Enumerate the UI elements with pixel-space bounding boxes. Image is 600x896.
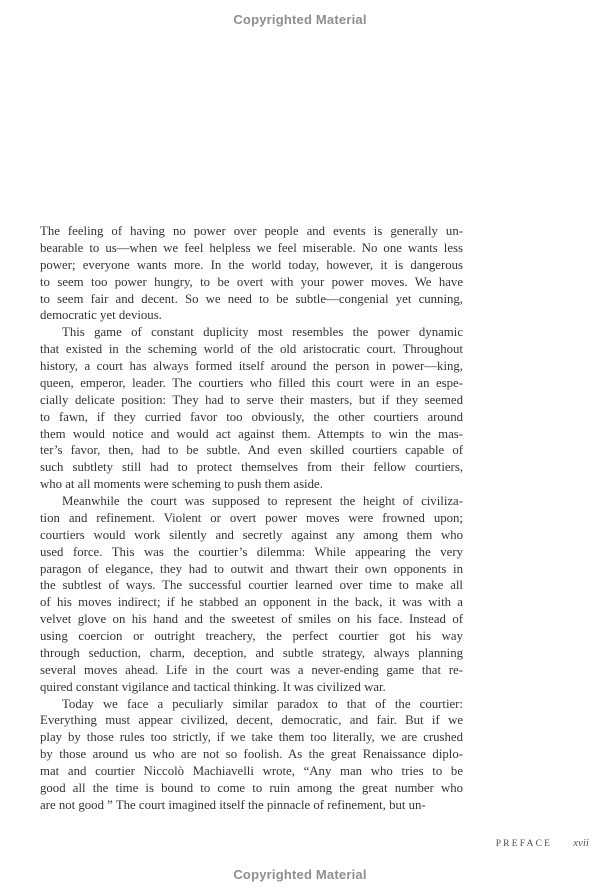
text-line: several moves ahead. Life in the court was a never-ending game that re- bbox=[40, 662, 463, 677]
text-line: velvet glove on his hand and the sweetest of smiles on his face. Instead of bbox=[40, 612, 463, 627]
text-line: paragon of elegance, they had to outwit and thwart their own opponents in bbox=[40, 561, 463, 576]
text-line: to seem too power hungry, to be overt with your power moves. We have bbox=[40, 274, 463, 289]
text-line: good all the time is bound to come to ruin among the great number who bbox=[40, 780, 463, 795]
copyright-notice-top: Copyrighted Material bbox=[233, 12, 367, 27]
paragraph bbox=[40, 696, 463, 814]
text-line: Today we face a peculiarly similar paradox to that of the courtier: bbox=[62, 696, 463, 711]
text-line: queen, emperor, leader. The courtiers who filled this court were in an espe- bbox=[40, 375, 463, 390]
text-line: are not good ” The court imagined itself the pinnacle of refinement, but un- bbox=[40, 797, 426, 812]
paragraph bbox=[40, 223, 463, 324]
text-line: Everything must appear civilized, decent, democratic, and fair. But if we bbox=[40, 713, 463, 728]
running-footer bbox=[496, 837, 589, 849]
text-line: This game of constant duplicity most resembles the power dynamic bbox=[62, 325, 463, 340]
text-line: courtiers would work silently and secretly against any among them who bbox=[40, 527, 463, 542]
text-line: cially delicate position: They had to serve their masters, but if they seemed bbox=[40, 392, 463, 407]
text-line: ter’s favor, then, had to be subtle. And even skilled courtiers capable of bbox=[40, 443, 463, 458]
text-line: democratic yet devious. bbox=[40, 308, 162, 323]
text-line: them would notice and would act against them. Attempts to win the mas- bbox=[40, 426, 463, 441]
text-line: history, a court has always formed itself around the person in power—king, bbox=[40, 359, 463, 373]
body-text bbox=[40, 223, 463, 814]
paragraph bbox=[40, 324, 463, 493]
copyright-notice-bottom: Copyrighted Material bbox=[233, 867, 367, 882]
text-line: to fawn, if they curried favor too obviously, the other courtiers around bbox=[40, 409, 463, 424]
text-line: such subtlety still had to protect themselves from their fellow courtiers, bbox=[40, 460, 463, 475]
text-line: Meanwhile the court was supposed to represent the height of civiliza- bbox=[62, 494, 463, 508]
text-line: to seem fair and decent. So we need to be subtle—congenial yet cunning, bbox=[40, 291, 463, 306]
text-line: that existed in the scheming world of the old aristocratic court. Throughout bbox=[40, 342, 463, 357]
text-line: by those around us who are not so foolish. As the great Renaissance diplo- bbox=[40, 747, 463, 762]
text-line: mat and courtier Niccolò Machiavelli wrote, “Any man who tries to be bbox=[40, 764, 463, 778]
text-line: power; everyone wants more. In the world today, however, it is dangerous bbox=[40, 257, 463, 272]
paragraph bbox=[40, 493, 463, 696]
text-line: who at all moments were scheming to push them aside. bbox=[40, 477, 323, 492]
text-line: through seduction, charm, deception, and subtle strategy, always planning bbox=[40, 645, 463, 660]
text-line: using coercion or outright treachery, the perfect courtier got his way bbox=[40, 629, 463, 643]
text-line: bearable to us—when we feel helpless we feel miserable. No one wants less bbox=[40, 240, 463, 255]
text-line: play by those rules too strictly, if we take them too literally, we are crushed bbox=[40, 730, 463, 745]
text-line: The feeling of having no power over people and events is generally un- bbox=[40, 224, 463, 238]
text-line: the subtlest of ways. The successful courtier learned over time to make all bbox=[40, 578, 463, 593]
text-line: used force. This was the courtier’s dilemma: While appearing the very bbox=[40, 544, 463, 559]
text-line: tion and refinement. Violent or overt power moves were frowned upon; bbox=[40, 510, 463, 525]
footer-page-number: xvii bbox=[573, 837, 589, 849]
text-line: quired constant vigilance and tactical thinking. It was civilized war. bbox=[40, 679, 386, 694]
text-line: of his moves indirect; if he stabbed an opponent in the back, it was with a bbox=[40, 595, 463, 610]
footer-section-label: PREFACE bbox=[495, 839, 553, 849]
